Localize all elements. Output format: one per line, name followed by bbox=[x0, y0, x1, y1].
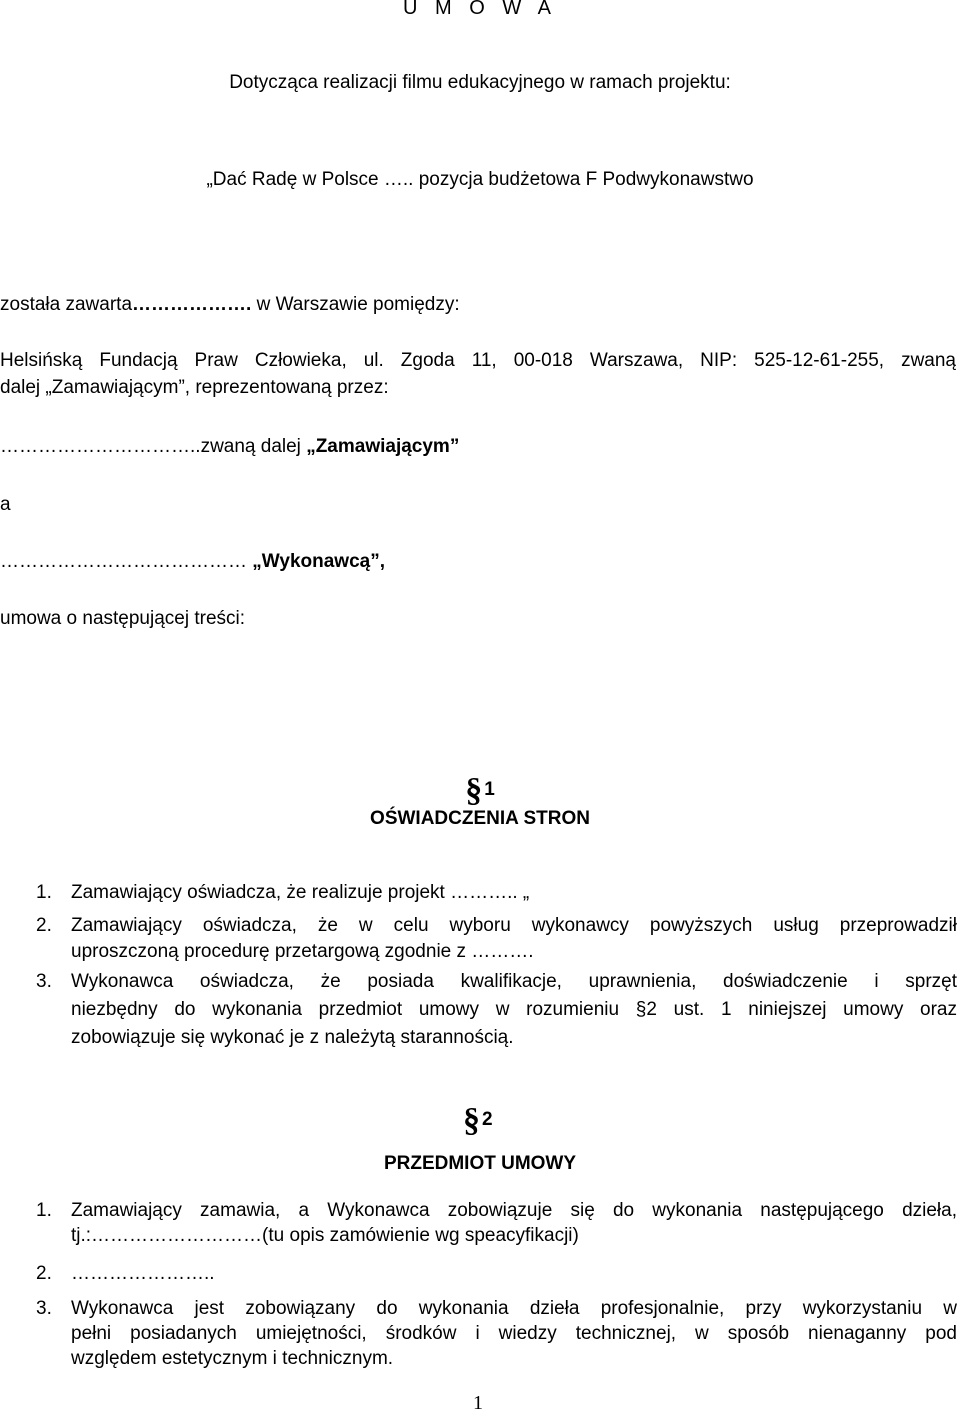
document-title: U M O W A bbox=[403, 0, 557, 19]
s2-item1-line1: Zamawiający zamawia, a Wykonawca zobowiązuje się do wykonania następującego dzieła, bbox=[71, 1200, 957, 1221]
party2-line bbox=[0, 551, 385, 573]
section2-number bbox=[463, 1104, 493, 1138]
s1-item2-line2: uproszczoną procedurę przetargową zgodnie z ………. bbox=[71, 941, 534, 962]
s1-item1-num: 1. bbox=[36, 882, 52, 903]
party1-rep-text: zwaną dalej bbox=[200, 436, 307, 457]
party1-rep-dots: ………………………….. bbox=[0, 436, 201, 457]
s2-item2-num: 2. bbox=[36, 1263, 52, 1284]
s1-item1-line1: Zamawiający oświadcza, że realizuje projekt ……….. „ bbox=[71, 882, 530, 903]
s2-item1-num: 1. bbox=[36, 1200, 52, 1221]
section2-number-text: 2 bbox=[482, 1109, 493, 1130]
s2-item3-num: 3. bbox=[36, 1298, 52, 1319]
section1-number-text: 1 bbox=[484, 779, 495, 800]
party2-dots: ………………………………… bbox=[0, 551, 253, 572]
party1-rep-name: „Zamawiającym” bbox=[306, 436, 460, 457]
s1-item2-num: 2. bbox=[36, 915, 52, 936]
s2-item3-line1: Wykonawca jest zobowiązany do wykonania dzieła profesjonalnie, przy wykorzystaniu w bbox=[71, 1298, 957, 1319]
party1-representative-line bbox=[0, 436, 459, 458]
section1-heading: OŚWIADCZENIA STRON bbox=[370, 808, 590, 829]
s1-item3-line2: niezbędny do wykonania przedmiot umowy w rozumieniu §2 ust. 1 niniejszej umowy oraz bbox=[71, 999, 957, 1020]
section-symbol: § bbox=[463, 1102, 480, 1139]
s2-item3-line2: pełni posiadanych umiejętności, środków i wiedzy technicznej, w sposób nienaganny pod bbox=[71, 1323, 957, 1344]
section2-heading: PRZEDMIOT UMOWY bbox=[383, 1153, 577, 1174]
s1-item3-line3: zobowiązuje się wykonać je z należytą starannością. bbox=[71, 1027, 514, 1048]
party1-line1: Helsińską Fundacją Praw Człowieka, ul. Zgoda 11, 00-018 Warszawa, NIP: 525-12-61-255, zwaną bbox=[0, 350, 956, 371]
content-intro: umowa o następującej treści: bbox=[0, 608, 246, 629]
s2-item2-line1: ………………….. bbox=[71, 1263, 215, 1284]
section1-number bbox=[0, 774, 960, 808]
concluded-prefix: została zawarta bbox=[0, 294, 133, 315]
party1-line2: dalej „Zamawiającym”, reprezentowaną przez: bbox=[0, 377, 389, 398]
concluded-dots: ………………. bbox=[132, 294, 252, 315]
section-symbol: § bbox=[465, 772, 483, 809]
concluded-suffix: w Warszawie pomiędzy: bbox=[251, 294, 460, 315]
document-subtitle: Dotycząca realizacji filmu edukacyjnego w ramach projektu: bbox=[229, 72, 731, 93]
project-line: „Dać Radę w Polsce ….. pozycja budżetowa F Podwykonawstwo bbox=[206, 169, 754, 190]
s1-item3-line1: Wykonawca oświadcza, że posiada kwalifikacje, uprawnienia, doświadczenie i sprzęt bbox=[71, 971, 957, 992]
s2-item1-line2: tj.:………………………(tu opis zamówienie wg speacyfikacji) bbox=[71, 1225, 579, 1246]
concluded-line bbox=[0, 294, 460, 316]
page-number: 1 bbox=[473, 1392, 483, 1414]
s2-item3-line3: względem estetycznym i technicznym. bbox=[71, 1348, 394, 1369]
conjunction: a bbox=[0, 494, 11, 515]
s1-item3-num: 3. bbox=[36, 971, 52, 992]
party2-name: „Wykonawcą”, bbox=[252, 551, 385, 572]
s1-item2-line1: Zamawiający oświadcza, że w celu wyboru wykonawcy powyższych usług przeprowadził bbox=[71, 915, 957, 936]
